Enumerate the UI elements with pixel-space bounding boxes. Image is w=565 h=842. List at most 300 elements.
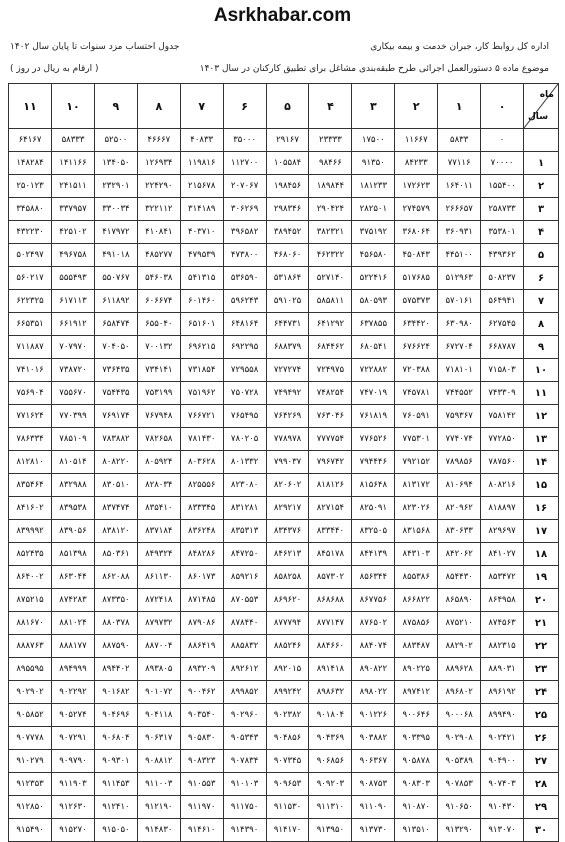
wage-cell: ۸۳۶۲۴۸ [180, 520, 223, 543]
table-row [9, 359, 559, 382]
table-row [9, 612, 559, 635]
table-row [9, 658, 559, 681]
wage-cell: ۸۷۳۳۵۰ [94, 589, 137, 612]
wage-cell: ۹۰۹۶۵۳ [266, 773, 309, 796]
wage-cell: ۹۱۳۲۹۰ [438, 819, 481, 842]
wage-cell: ۸۹۹۸۵۲ [223, 681, 266, 704]
wage-cell: ۹۰۶۳۶۷ [352, 750, 395, 773]
wage-cell: ۹۰۸۷۵۳ [352, 773, 395, 796]
wage-cell: ۸۳۱۲۸۱ [223, 497, 266, 520]
wage-cell: ۸۹۲۰۱۵ [266, 658, 309, 681]
column-header: ۵ [266, 84, 309, 129]
wage-cell: ۸۸۴۰۷۴ [352, 635, 395, 658]
wage-cell: ۷۶۶۷۲۱ [180, 405, 223, 428]
wage-cell: ۷۵۸۱۴۲ [481, 405, 524, 428]
year-cell: ۲ [524, 175, 559, 198]
wage-cell: ۸۹۶۸۰۲ [438, 681, 481, 704]
wage-cell: ۴۲۵۱۰۲ [52, 221, 95, 244]
wage-cell: ۸۸۹۶۲۸ [438, 658, 481, 681]
wage-cell: ۱۴۸۲۸۴ [9, 152, 52, 175]
year-cell: ۵ [524, 244, 559, 267]
wage-cell: ۸۱۲۸۱۰ [9, 451, 52, 474]
wage-cell: ۷۱۸۱۰۱ [438, 359, 481, 382]
wage-cell: ۷۴۱۰۱۶ [9, 359, 52, 382]
wage-cell: ۳۵۰۰۰ [223, 129, 266, 152]
wage-cell: ۸۳۹۹۹۲ [9, 520, 52, 543]
wage-cell: ۸۹۱۴۱۸ [309, 658, 352, 681]
wage-cell: ۸۸۶۴۱۹ [180, 635, 223, 658]
year-cell: ۱ [524, 152, 559, 175]
wage-cell: ۹۱۵۴۹۰ [9, 819, 52, 842]
wage-cell: ۵۰۸۲۳۷ [481, 267, 524, 290]
wage-cell: ۹۸۴۶۶ [309, 152, 352, 175]
wage-cell: ۷۴۷۰۱۹ [352, 382, 395, 405]
table-body [9, 129, 559, 842]
wage-cell: ۸۷۷۱۴۷ [309, 612, 352, 635]
wage-cell: ۸۲۹۲۱۷ [266, 497, 309, 520]
wage-cell: ۸۰۵۹۲۴ [137, 451, 180, 474]
wage-cell: ۹۰۲۳۸۲ [266, 704, 309, 727]
wage-cell: ۸۴۳۱۰۳ [395, 543, 438, 566]
wage-cell: ۹۱۳۰۷۰ [481, 819, 524, 842]
wage-cell: ۸۷۵۸۵۶ [395, 612, 438, 635]
wage-cell: ۹۰۱۰۷۲ [137, 681, 180, 704]
wage-cell: ۹۱۳۹۵۰ [309, 819, 352, 842]
wage-cell: ۹۰۵۳۸۹ [438, 750, 481, 773]
wage-cell: ۶۳۰۹۸۰ [438, 313, 481, 336]
column-header: ۴ [309, 84, 352, 129]
wage-cell: ۴۴۵۱۰۰ [438, 244, 481, 267]
wage-cell: ۵۸۳۳۳ [52, 129, 95, 152]
wage-cell: ۸۷۹۷۳۲ [137, 612, 180, 635]
wage-cell: ۷۶۷۹۴۸ [137, 405, 180, 428]
wage-cell: ۸۸۵۸۳۲ [223, 635, 266, 658]
wage-cell: ۶۷۶۶۲۴ [395, 336, 438, 359]
wage-cell: ۷۲۰۳۸۸ [395, 359, 438, 382]
wage-cell: ۵۲۲۴۱۶ [352, 267, 395, 290]
wage-cell: ۷۹۶۷۴۲ [309, 451, 352, 474]
wage-cell: ۹۱۳۵۰ [352, 152, 395, 175]
wage-cell: ۹۰۸۳۲۳ [180, 750, 223, 773]
wage-cell: ۹۱۲۳۵۳ [9, 773, 52, 796]
wage-cell: ۸۱۸۱۲۶ [309, 474, 352, 497]
wage-cell: ۲۴۱۵۱۱ [52, 175, 95, 198]
wage-cell: ۸۴۷۲۵۰ [223, 543, 266, 566]
wage-cell: ۹۰۲۹۰۸ [438, 727, 481, 750]
table-row [9, 704, 559, 727]
wage-cell: ۶۶۵۳۵۱ [9, 313, 52, 336]
wage-cell: ۸۹۰۲۲۵ [395, 658, 438, 681]
wage-cell: ۱۱۲۷۰۰ [223, 152, 266, 175]
wage-cell: ۸۴۶۲۱۳ [266, 543, 309, 566]
wage-cell: ۶۸۸۳۷۹ [266, 336, 309, 359]
wage-cell: ۹۰۰۰۶۸ [438, 704, 481, 727]
wage-cell: ۸۳۳۳۴۵ [180, 497, 223, 520]
wage-cell: ۸۴۵۱۷۸ [309, 543, 352, 566]
wage-cell: ۹۰۷۸۳۴ [223, 750, 266, 773]
wage-cell: ۸۸۸۷۶۳ [9, 635, 52, 658]
wage-cell: ۸۸۴۶۶۰ [309, 635, 352, 658]
year-cell: ۱۵ [524, 474, 559, 497]
wage-cell: ۶۹۶۲۱۵ [180, 336, 223, 359]
wage-cell: ۷۷۱۶۲۴ [9, 405, 52, 428]
column-header: ۶ [223, 84, 266, 129]
wage-cell: ۴۵۶۵۸۰ [352, 244, 395, 267]
wage-cell: ۹۰۱۸۰۴ [309, 704, 352, 727]
wage-cell: ۹۰۹۳۰۱ [94, 750, 137, 773]
wage-cell: ۵۰۲۴۹۷ [9, 244, 52, 267]
wage-cell: ۶۶۸۷۸۷ [481, 336, 524, 359]
wage-cell: ۷۰۰۰۰ [481, 152, 524, 175]
wage-cell: ۲۹۸۳۴۶ [266, 198, 309, 221]
wage-cell: ۷۵۹۳۶۷ [438, 405, 481, 428]
year-cell: ۳ [524, 198, 559, 221]
wage-cell: ۷۷۶۵۲۶ [352, 428, 395, 451]
wage-seniority-table [8, 83, 559, 842]
wage-cell: ۷۵۴۴۳۵ [94, 382, 137, 405]
table-row [9, 681, 559, 704]
wage-cell: ۵۷۰۱۶۱ [438, 290, 481, 313]
table-row [9, 750, 559, 773]
wage-cell: ۸۲۰۹۶۲ [438, 497, 481, 520]
wage-cell: ۷۳۸۷۲۰ [52, 359, 95, 382]
wage-cell: ۸۱۰۵۱۴ [52, 451, 95, 474]
year-cell [524, 129, 559, 152]
wage-cell: ۸۹۹۲۴۲ [266, 681, 309, 704]
wage-cell: ۴۶۲۳۲۲ [309, 244, 352, 267]
wage-cell: ۸۹۹۴۹۰ [481, 704, 524, 727]
subject-heading: موضوع ماده ۵ دستورالعمل اجرائی طرح طبقه‌بندی مشاغل برای تطبیق کارکنان در سال ۱۴۰۳ [199, 64, 549, 74]
wage-cell: ۸۴۹۳۲۴ [137, 543, 180, 566]
wage-cell: ۴۶۶۶۷ [137, 129, 180, 152]
year-cell: ۲۵ [524, 704, 559, 727]
wage-cell: ۸۱۰۶۹۴ [438, 474, 481, 497]
wage-cell: ۸۵۶۳۴۴ [352, 566, 395, 589]
wage-cell: ۸۳۹۵۳۸ [52, 497, 95, 520]
wage-cell: ۹۰۲۹۰۲ [9, 681, 52, 704]
wage-cell: ۱۵۵۴۰۰ [481, 175, 524, 198]
wage-cell: ۶۲۲۳۲۵ [9, 290, 52, 313]
wage-cell: ۴۶۸۰۶۰ [266, 244, 309, 267]
wage-cell: ۸۵۷۳۰۲ [309, 566, 352, 589]
wage-cell: ۷۲۹۵۵۸ [223, 359, 266, 382]
wage-cell: ۸۲۸۰۳۴ [137, 474, 180, 497]
table-row [9, 796, 559, 819]
column-header: ۹ [94, 84, 137, 129]
wage-cell: ۴۵۰۸۴۳ [395, 244, 438, 267]
wage-cell: ۸۹۰۸۲۲ [352, 658, 395, 681]
wage-cell: ۹۱۵۰۵۰ [94, 819, 137, 842]
wage-cell: ۹۰۶۳۱۷ [137, 727, 180, 750]
table-row [9, 635, 559, 658]
wage-cell: ۸۹۵۵۹۵ [9, 658, 52, 681]
wage-cell: ۸۵۸۲۵۸ [266, 566, 309, 589]
wage-cell: ۸۶۶۸۲۲ [395, 589, 438, 612]
wage-cell: ۵۷۵۳۷۳ [395, 290, 438, 313]
wage-cell: ۹۰۷۸۵۳ [438, 773, 481, 796]
wage-cell: ۲۱۵۶۷۸ [180, 175, 223, 198]
wage-cell: ۳۳۷۹۵۷ [52, 198, 95, 221]
wage-cell: ۸۶۳۰۴۴ [52, 566, 95, 589]
wage-cell: ۸۷۵۲۱۰ [438, 612, 481, 635]
wage-cell: ۹۰۴۳۶۹ [309, 727, 352, 750]
wage-cell: ۸۱۸۸۹۷ [481, 497, 524, 520]
wage-cell: ۶۷۲۷۰۴ [438, 336, 481, 359]
year-cell: ۹ [524, 336, 559, 359]
wage-cell: ۴۹۶۷۵۸ [52, 244, 95, 267]
wage-cell: ۹۱۱۳۱۰ [309, 796, 352, 819]
wage-cell: ۸۲۹۶۹۷ [481, 520, 524, 543]
wage-cell: ۹۰۶۸۰۴ [94, 727, 137, 750]
wage-cell: ۷۳۴۱۴۱ [137, 359, 180, 382]
wage-cell: ۲۹۰۴۲۴ [309, 198, 352, 221]
wage-cell: ۳۸۲۳۲۱ [309, 221, 352, 244]
wage-cell: ۹۰۴۱۱۸ [137, 704, 180, 727]
wage-cell: ۹۱۱۵۳۰ [266, 796, 309, 819]
wage-cell: ۸۳۰۶۳۳ [438, 520, 481, 543]
year-cell: ۱۰ [524, 359, 559, 382]
wage-cell: ۳۰۶۲۶۹ [223, 198, 266, 221]
table-row [9, 773, 559, 796]
wage-cell: ۸۶۹۶۲۰ [266, 589, 309, 612]
wage-cell: ۵۸۳۳ [438, 129, 481, 152]
table-row [9, 313, 559, 336]
wage-cell: ۸۷۰۵۵۳ [223, 589, 266, 612]
table-row [9, 451, 559, 474]
wage-cell: ۹۰۴۶۹۶ [94, 704, 137, 727]
wage-cell: ۷۱۱۸۸۷ [9, 336, 52, 359]
year-cell: ۲۹ [524, 796, 559, 819]
year-cell: ۶ [524, 267, 559, 290]
wage-cell: ۸۳۲۹۸۸ [52, 474, 95, 497]
wage-cell: ۱۶۴۰۱۱ [438, 175, 481, 198]
wage-cell: ۹۱۱۴۵۳ [94, 773, 137, 796]
wage-cell: ۹۱۵۲۷۰ [52, 819, 95, 842]
wage-cell: ۸۳۲۵۰۵ [352, 520, 395, 543]
wage-cell: ۶۰۱۴۶۰ [180, 290, 223, 313]
wage-cell: ۸۶۲۰۸۸ [94, 566, 137, 589]
wage-cell: ۶۱۷۱۱۳ [52, 290, 95, 313]
year-cell: ۲۲ [524, 635, 559, 658]
wage-cell: ۷۷۱۱۶ [438, 152, 481, 175]
wage-cell: ۸۴۸۲۸۶ [180, 543, 223, 566]
wage-cell: ۹۰۷۳۴۵ [266, 750, 309, 773]
wage-cell: ۹۱۴۶۱۰ [180, 819, 223, 842]
wage-cell: ۸۴۱۰۲۷ [481, 543, 524, 566]
year-cell: ۴ [524, 221, 559, 244]
wage-cell: ۹۰۱۶۸۲ [94, 681, 137, 704]
wage-cell: ۷۸۷۵۶۰ [481, 451, 524, 474]
column-header: ۲ [395, 84, 438, 129]
wage-cell: ۷۰۰۱۳۲ [137, 336, 180, 359]
wage-cell: ۸۹۷۴۱۲ [395, 681, 438, 704]
wage-cell: ۷۴۴۵۵۲ [438, 382, 481, 405]
wage-cell: ۹۰۶۸۵۶ [309, 750, 352, 773]
table-row [9, 819, 559, 842]
wage-cell: ۹۰۵۸۷۸ [395, 750, 438, 773]
wage-cell: ۷۶۹۱۷۴ [94, 405, 137, 428]
wage-cell: ۸۴۲۳۳ [395, 152, 438, 175]
year-cell: ۲۸ [524, 773, 559, 796]
wage-cell: ۸۶۸۶۸۸ [309, 589, 352, 612]
wage-cell: ۸۴۴۱۳۹ [352, 543, 395, 566]
wage-cell: ۵۹۱۰۲۵ [266, 290, 309, 313]
wage-cell: ۶۴۸۱۶۴ [223, 313, 266, 336]
wage-cell: ۸۲۵۰۹۱ [352, 497, 395, 520]
wage-cell: ۲۸۲۵۰۱ [352, 198, 395, 221]
wage-cell: ۶۸۴۴۶۲ [309, 336, 352, 359]
table-row [9, 474, 559, 497]
wage-cell: ۹۱۲۱۹۰ [137, 796, 180, 819]
corner-cell [524, 84, 559, 129]
wage-cell: ۴۰۳۷۱۰ [180, 221, 223, 244]
wage-cell: ۶۰۶۶۷۴ [137, 290, 180, 313]
column-header: ۰ [481, 84, 524, 129]
wage-cell: ۵۱۲۹۶۳ [438, 267, 481, 290]
wage-cell: ۸۵۰۳۶۱ [94, 543, 137, 566]
wage-cell: ۹۱۰۸۷۰ [395, 796, 438, 819]
wage-cell: ۲۷۴۵۷۹ [395, 198, 438, 221]
wage-cell: ۹۱۰۱۰۳ [223, 773, 266, 796]
table-row [9, 267, 559, 290]
wage-cell: ۱۹۸۴۵۶ [266, 175, 309, 198]
wage-cell: ۹۰۱۲۲۶ [352, 704, 395, 727]
wage-cell: ۹۱۰۵۵۳ [180, 773, 223, 796]
wage-cell: ۲۹۱۶۷ [266, 129, 309, 152]
column-header: ۱۰ [52, 84, 95, 129]
wage-cell: ۳۶۸۰۶۴ [395, 221, 438, 244]
wage-cell: ۸۳۴۳۷۶ [266, 520, 309, 543]
wage-cell: ۷۷۰۳۹۹ [52, 405, 95, 428]
table-row [9, 290, 559, 313]
wage-cell: ۸۹۸۶۳۲ [309, 681, 352, 704]
wage-cell: ۸۸۵۲۴۶ [266, 635, 309, 658]
wage-cell: ۹۱۰۲۷۹ [9, 750, 52, 773]
wage-cell: ۷۵۶۹۰۴ [9, 382, 52, 405]
wage-cell: ۲۵۰۱۲۳ [9, 175, 52, 198]
table-header-row [9, 84, 559, 129]
year-cell: ۲۱ [524, 612, 559, 635]
wage-cell: ۸۷۵۲۱۵ [9, 589, 52, 612]
wage-cell: ۸۸۹۰۳۱ [481, 658, 524, 681]
year-cell: ۱۲ [524, 405, 559, 428]
wage-cell: ۷۴۵۷۸۱ [395, 382, 438, 405]
wage-cell: ۸۲۰۶۰۲ [266, 474, 309, 497]
wage-cell: ۷۵۱۹۶۲ [180, 382, 223, 405]
wage-cell: ۷۳۱۸۵۴ [180, 359, 223, 382]
wage-cell: ۶۸۰۵۴۱ [352, 336, 395, 359]
wage-cell: ۷۷۲۸۵۰ [481, 428, 524, 451]
year-cell: ۲۳ [524, 658, 559, 681]
wage-cell: ۴۳۹۳۶۲ [481, 244, 524, 267]
wage-cell: ۱۱۹۸۱۶ [180, 152, 223, 175]
wage-cell: ۹۰۹۲۰۳ [309, 773, 352, 796]
wage-cell: ۹۰۰۴۶۲ [180, 681, 223, 704]
wage-cell: ۹۱۴۸۳۰ [137, 819, 180, 842]
wage-cell: ۹۱۴۱۷۰ [266, 819, 309, 842]
wage-cell: ۷۸۲۶۵۸ [137, 428, 180, 451]
wage-cell: ۵۱۷۶۸۵ [395, 267, 438, 290]
wage-cell: ۸۱۳۱۷۲ [395, 474, 438, 497]
wage-cell: ۸۸۳۴۸۷ [395, 635, 438, 658]
wage-cell: ۴۷۳۸۰۰ [223, 244, 266, 267]
wage-cell: ۶۵۸۴۷۴ [94, 313, 137, 336]
wage-cell: ۷۰۷۹۷۰ [52, 336, 95, 359]
wage-cell: ۸۲۳۰۲۶ [395, 497, 438, 520]
wage-cell: ۵۲۷۱۴۰ [309, 267, 352, 290]
wage-cell: ۷۰۴۰۵۰ [94, 336, 137, 359]
wage-cell: ۸۶۱۱۳۰ [137, 566, 180, 589]
wage-cell: ۹۱۲۸۵۰ [9, 796, 52, 819]
year-cell: ۱۴ [524, 451, 559, 474]
wage-cell: ۸۸۸۱۷۷ [52, 635, 95, 658]
wage-cell: ۸۵۳۴۷۲ [481, 566, 524, 589]
wage-cell: ۵۹۶۲۴۳ [223, 290, 266, 313]
wage-cell: ۹۱۰۴۳۰ [481, 796, 524, 819]
wage-cell: ۸۰۸۲۱۶ [481, 474, 524, 497]
wage-cell: ۵۸۰۵۹۳ [352, 290, 395, 313]
wage-cell: ۸۷۴۵۶۳ [481, 612, 524, 635]
wage-cell: ۴۸۵۲۷۷ [137, 244, 180, 267]
wage-cell: ۹۱۱۷۵۰ [223, 796, 266, 819]
wage-cell: ۳۱۴۱۸۹ [180, 198, 223, 221]
wage-cell: ۹۰۴۸۵۶ [266, 727, 309, 750]
wage-cell: ۸۸۷۵۹۰ [94, 635, 137, 658]
wage-cell: ۸۳۱۵۶۸ [395, 520, 438, 543]
wage-cell: ۹۱۱۰۹۰ [352, 796, 395, 819]
table-title: جدول احتساب مزد سنوات تا پایان سال ۱۴۰۲ [10, 42, 180, 52]
wage-cell: ۷۸۹۸۵۶ [438, 451, 481, 474]
wage-cell: ۱۳۴۰۵۰ [94, 152, 137, 175]
table-row [9, 405, 559, 428]
wage-cell: ۸۲۵۵۵۶ [180, 474, 223, 497]
wage-cell: ۷۹۴۴۴۶ [352, 451, 395, 474]
wage-cell: ۹۰۵۳۴۳ [223, 727, 266, 750]
wage-cell: ۴۹۱۰۱۸ [94, 244, 137, 267]
wage-cell: ۳۵۳۸۰۱ [481, 221, 524, 244]
wage-cell: ۸۴۱۶۰۲ [9, 497, 52, 520]
table-row [9, 198, 559, 221]
wage-cell: ۷۴۳۳۰۹ [481, 382, 524, 405]
year-cell: ۱۶ [524, 497, 559, 520]
wage-cell: ۸۶۷۷۵۶ [352, 589, 395, 612]
year-cell: ۱۷ [524, 520, 559, 543]
wage-cell: ۸۶۵۸۹۰ [438, 589, 481, 612]
wage-cell: ۱۲۶۹۳۴ [137, 152, 180, 175]
wage-cell: ۸۹۳۸۰۵ [137, 658, 180, 681]
wage-cell: ۹۱۳۷۳۰ [352, 819, 395, 842]
wage-cell: ۸۹۸۰۲۲ [352, 681, 395, 704]
wage-cell: ۸۳۹۰۵۶ [52, 520, 95, 543]
column-header: ۱۱ [9, 84, 52, 129]
wage-cell: ۳۸۹۴۵۲ [266, 221, 309, 244]
year-cell: ۱۱ [524, 382, 559, 405]
wage-cell: ۶۹۲۲۹۵ [223, 336, 266, 359]
wage-cell: ۵۵۰۷۶۷ [94, 267, 137, 290]
wage-cell: ۹۰۸۸۱۲ [137, 750, 180, 773]
wage-cell: ۸۵۹۲۱۶ [223, 566, 266, 589]
wage-cell: ۸۳۷۴۷۴ [94, 497, 137, 520]
wage-cell: ۸۷۴۲۸۳ [52, 589, 95, 612]
wage-cell: ۶۵۱۶۰۱ [180, 313, 223, 336]
wage-cell: ۸۰۸۲۲۰ [94, 451, 137, 474]
wage-cell: ۸۱۵۶۴۸ [352, 474, 395, 497]
year-cell: ۲۰ [524, 589, 559, 612]
wage-cell: ۲۵۸۷۳۳ [481, 198, 524, 221]
column-header: ۳ [352, 84, 395, 129]
wage-cell: ۵۲۵۰۰ [94, 129, 137, 152]
wage-cell: ۵۸۵۸۱۱ [309, 290, 352, 313]
